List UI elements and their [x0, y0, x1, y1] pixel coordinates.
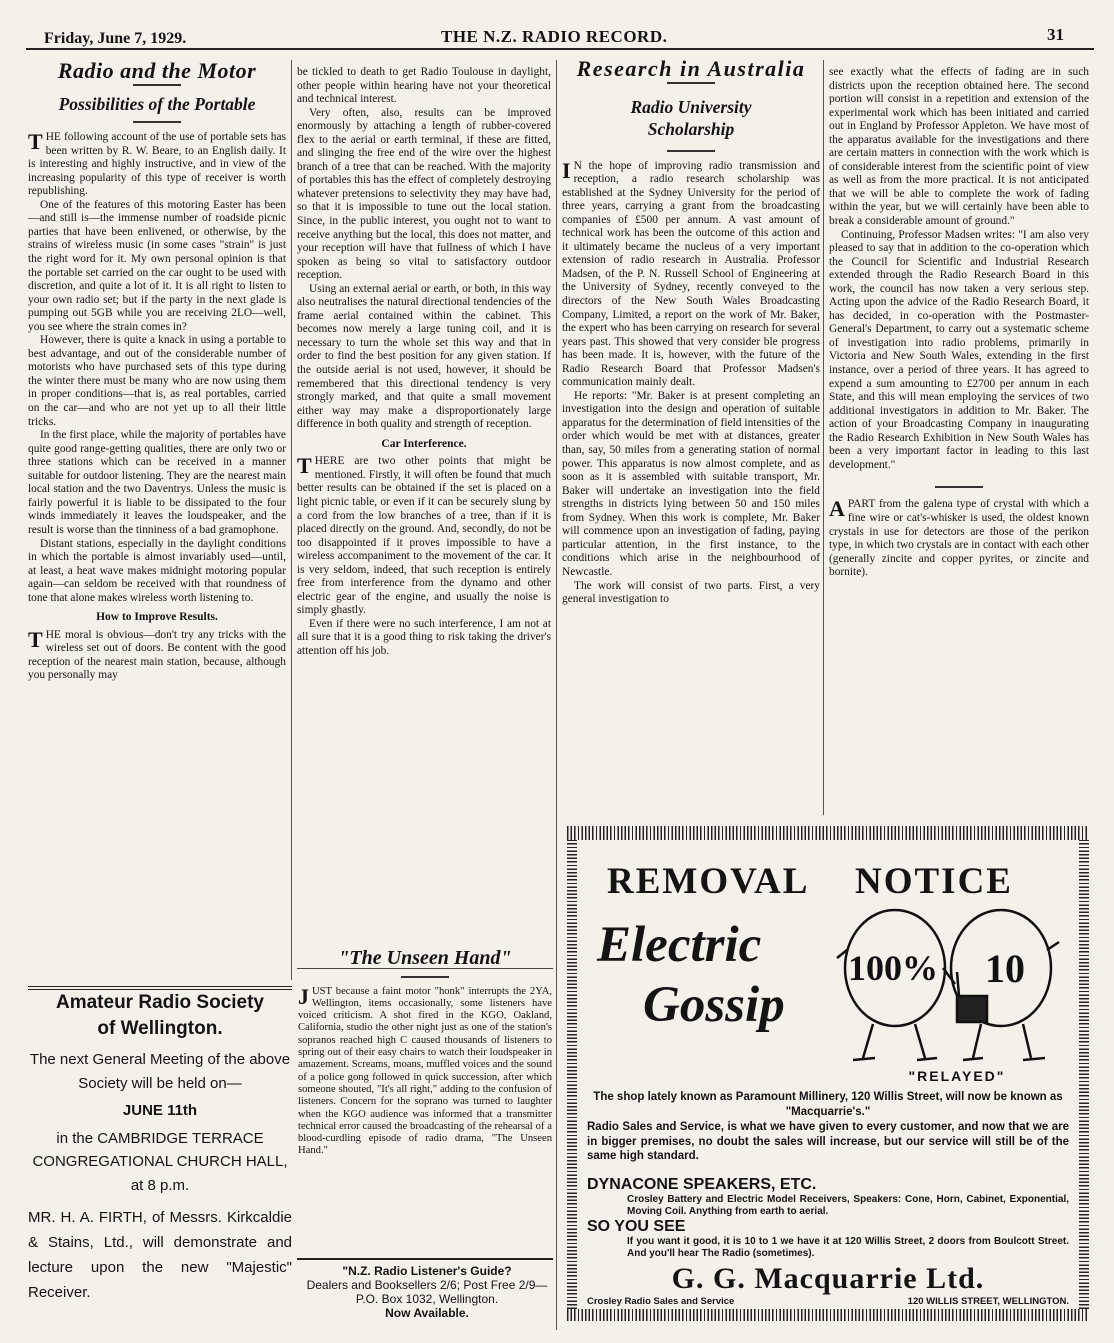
motor-article-col2	[297, 66, 551, 659]
ad-border-right	[1079, 840, 1089, 1309]
title-rule	[667, 82, 715, 84]
paragraph: However, there is quite a knack in using a portable to best advantage, and out of the considerable number of motorists who have purchased sets of this type during the winter there must be many who are now using them in proper conditions—that is, as real portables, carried on the car—and who are not yet up to all their little tricks.	[28, 334, 286, 428]
shop-notice: The shop lately known as Paramount Millinery, 120 Willis Street, will now be known as "Macquarrie's."	[593, 1091, 1063, 1118]
ad-border-top	[567, 826, 1089, 840]
subhead: How to Improve Results.	[96, 611, 218, 624]
paragraph: The work will consist of two parts. First, a very general investigation to	[562, 579, 820, 606]
meeting-speaker: MR. H. A. FIRTH, of Messrs. Kirkcaldie & Stains, Ltd., will demonstrate and lecture upon the new "Majestic" Receiver.	[28, 1209, 292, 1301]
title-rule	[401, 976, 449, 978]
removal-notice-ad	[567, 826, 1089, 1321]
drop-cap: J	[298, 983, 309, 1009]
egg-left-label: 100%	[848, 948, 938, 988]
society-ad	[28, 990, 292, 1305]
eggs-illustration-icon	[833, 898, 1063, 1068]
footer-address: 120 WILLIS STREET, WELLINGTON.	[907, 1296, 1069, 1307]
company-name: G. G. Macquarrie Ltd.	[671, 1262, 985, 1295]
paragraph: N the hope of improving radio transmission and reception, a radio research scholarship was established at the Sydney University for the period of three years, carrying a grant from the broadcasting companies of £500 per annum. A vast amount of technical work has been the outcome of this action and it ultimately became the nucleus of a very important extension of radio research in Australia. Professor Madsen, of the P. N. Russell School of Engineering at the University of Sydney, recently conveyed to the directors of the New South Wales Broadcasting Company, Limited, a report on the work of Mr. Baker, the expert who has been carrying on research for several years past. This showed that very consider ble progress has been made. It is, however, with the future of the Radio Research Board that Professor Madsen's communication mainly dealt.	[562, 159, 820, 389]
page-date: Friday, June 7, 1929.	[44, 30, 187, 47]
research-article-col1	[562, 56, 820, 607]
unseen-hand-article	[298, 947, 552, 1158]
guide-availability: Now Available.	[385, 1306, 469, 1320]
guide-price: Dealers and Booksellers 2/6; Post Free 2/9—P.O. Box 1032, Wellington.	[306, 1278, 548, 1306]
article-title: Research in Australia	[576, 56, 806, 81]
paragraph: In the first place, while the majority of portables have quite good range-getting qualities, there are only two or three stations which can be received in a manner suitable for outdoor listening. They are the nearest main local station and the two Daventrys. Unless the music is fairly powerful it is liable to be dissipated to the four winds immediately it leaves the loudspeaker, and the result is worse than the tinniness of a bad gramophone.	[28, 429, 286, 536]
headline-left: REMOVAL	[607, 861, 810, 902]
ad-border-bottom	[567, 1309, 1089, 1321]
paragraph: Very often, also, results can be improved enormously by attaching a length of rubber-covered flex to the aerial or earth terminal, if these are fitted, and slinging the free end of the wire over the highest branch of a tree that can be reached. With the majority of portables this has the effect of completely destroying whatever pretensions to selectivity they may have had, so that it is impossible to tune out the local station. Since, in the public interest, you ought not to want to receive anything but the local, this does not matter, and your reception will have that fullness of which I have spoken as being so vital to satisfactory outdoor reception.	[297, 106, 551, 282]
drop-cap: T	[28, 626, 43, 652]
subtitle-rule	[667, 150, 715, 152]
subtitle-rule	[133, 121, 181, 123]
egg-right-label: 10	[985, 946, 1025, 991]
title-rule	[133, 84, 181, 86]
motor-article-col1	[28, 58, 286, 683]
society-name-line2: of Wellington.	[97, 1018, 223, 1039]
header-rule	[26, 48, 1094, 50]
paragraph: One of the features of this motoring Easter has been—and still is—the immense number of roadside picnic parties that have been enlivened, or otherwise, by the strains of wireless music (in some cases "strain" is just the right word for it. My own personal opinion is that the portable set carried on the car ought to be used with discretion, and quite a lot of it. It is all right to listen to your own radio set; but if the party in the next glade is pumping out 5GB while you are receiving 2LO—well, you see where the strain comes in?	[28, 198, 286, 333]
headline-right: NOTICE	[855, 861, 1013, 902]
column-divider	[823, 60, 824, 815]
guide-rule	[297, 1258, 553, 1260]
drop-cap: T	[297, 453, 312, 479]
listener-guide-ad	[302, 1264, 552, 1320]
meeting-notice: The next General Meeting of the above Society will be held on—	[29, 1051, 291, 1092]
research-article-col2	[829, 66, 1089, 580]
see-heading: SO YOU SEE	[587, 1218, 686, 1235]
meeting-date: JUNE 11th	[122, 1102, 198, 1119]
article-subtitle: Possibilities of the Portable	[58, 93, 256, 114]
paragraph: Distant stations, especially in the daylight conditions in which the portable is almost invariably used—until, at least, a heat wave makes midnight motoring popular again—can seldom be received with that roundness of tone that alone makes wireless worth listening to.	[28, 537, 286, 604]
paragraph: Even if there were no such interference, I am not at all sure that it is a good thing to risk taking the driver's attention off his job.	[297, 617, 551, 657]
brand-line2: Gossip	[643, 977, 785, 1033]
speakers-list: Crosley Battery and Electric Model Receivers, Speakers: Cone, Horn, Cabinet, Exponential, Moving Coil. Anything from earth to aerial.	[627, 1194, 1069, 1217]
speakers-heading: DYNACONE SPEAKERS, ETC.	[587, 1176, 817, 1193]
paragraph: Continuing, Professor Madsen writes: "I am also very pleased to say that in addition to the co-operation which the Council for Scientific and Industrial Research extended through the Radio Research Board in this work, the council has now taken a very serious step. Acting upon the advice of the Radio Research Board, it has decided, in co-operation with the Postmaster-General's Department, to carry out a systematic scheme of investigation into radio problems, primarily in Victoria and New South Wales, extending in the first instance, over a period of three years. It has agreed to expend a sum amounting to £2700 per annum in each State, and this will mean employing the services of two additional investigators in addition to Mr. Baker. The action of your Broadcasting Company in inaugurating the Radio Research Exhibition in New South Wales has been a very important factor in leading to this last development."	[829, 228, 1089, 471]
paragraph: HE moral is obvious—don't try any tricks with the wireless set out of doors. Be content with the good reception of the nearest main station, because, although you personally may	[28, 628, 286, 682]
column-divider	[291, 60, 292, 980]
publication-title: THE N.Z. RADIO RECORD.	[441, 27, 668, 46]
meeting-venue: in the CAMBRIDGE TERRACE CONGREGATIONAL CHURCH HALL, at 8 p.m.	[32, 1129, 288, 1194]
paragraph: UST because a faint motor "honk" interrupts the 2YA, Wellington, items occasionally, some listeners have voiced criticism. A shot fired in the KGO, Oakland, California, studio the other night just as one of the station's sopranos reached high C caused thousands of listeners to spring out of their easy chairs to watch their loudspeaker in amazement. Screams, moans, muffled voices and the sound of a police gong followed in quick succession, after which someone shouted, "It's all right," adding to the confusion of listeners. Concern for the soprano was turned to laughter when the KGO audience was informed that a transmitter technical error caused the broadcasting of the rehearsal of a blood-curdling episode of radio drama, "The Unseen Hand."	[298, 985, 552, 1157]
paragraph: see exactly what the effects of fading are in such districts upon the reception obtained here. The second portion will consist in a repetition and extension of the experimental work which has been initiated and carried out in England by Professor Appleton. We have most of the apparatus available for the investigations and there are certain matters in connection with the work which is of considerable interest from the scientific point of view as well as from the more practical. It is not anticipated that we will be able to complete the work of fading within the year, but we will certainly have been able to break a considerable amount of ground."	[829, 66, 1089, 228]
paragraph: PART from the galena type of crystal with which a fine wire or cat's-whisker is used, the oldest known crystals in use for detectors are those of the perikon type, in which two crystals are in contact with each other (generally zincite and copper pyrites, or zincite and bornite).	[829, 498, 1089, 579]
page-number: 31	[1047, 25, 1064, 44]
relayed-caption: "RELAYED"	[908, 1068, 1006, 1084]
paragraph: He reports: "Mr. Baker is at present completing an investigation into the design and operation of suitable apparatus for the determination of field intensities of the order which would be met with at distances, greater than, say, 50 miles from a generating station of normal power. This apparatus is now almost complete, and as soon as it is assembled with suitable transport, Mr. Baker will undertake an investigation into the field strengths in districts lying between 50 and 150 miles from Sydney. When this work is complete, Mr. Baker will commence upon an investigation of fading, paying particular attention, in the first instance, to the conditions which arise in the neighbourhood of Newcastle.	[562, 389, 820, 578]
paragraph: HERE are two other points that might be mentioned. Firstly, it will often be found that much better results can be obtained if the set is placed on a light picnic table, or even if it can be securely slung by a cord from the low branches of a tree, than if it is placed directly on the ground. And, secondly, do not be too disappointed if it proves impossible to have a wireless accompaniment to the movement of the car. It is very seldom, indeed, that such reception is entirely free from interference from the dynamo and other electric gear of the engine, and usually the noise is simply ghastly.	[297, 455, 551, 617]
article-subtitle: Radio University Scholarship	[630, 96, 752, 139]
subhead: Car Interference.	[381, 437, 467, 450]
ad-border-left	[567, 840, 577, 1309]
see-text: If you want it good, it is 10 to 1 we have it at 120 Willis Street, 2 doors from Boulcott Street. And you'll hear The Radio (sometimes).	[627, 1236, 1069, 1259]
section-rule	[935, 486, 983, 488]
drop-cap: A	[829, 496, 845, 522]
brand-line1: Electric	[597, 917, 762, 973]
drop-cap: T	[28, 129, 43, 155]
column-divider	[556, 60, 557, 1330]
paragraph: HE following account of the use of portable sets has been written by R. W. Beare, to an English daily. It is interesting and highly instructive, and in view of the increasing popularity of this type of receiver is worth republishing.	[28, 131, 286, 198]
service-notice: Radio Sales and Service, is what we have given to every customer, and now that we are in bigger premises, no doubt the sales will increase, but our service will still be of the same high standard.	[587, 1121, 1069, 1162]
paragraph: be tickled to death to get Radio Toulouse in daylight, other people within hearing have not your theoretical and technical interest.	[297, 66, 551, 106]
article-title: "The Unseen Hand"	[338, 947, 512, 969]
guide-title: "N.Z. Radio Listener's Guide?	[342, 1264, 512, 1278]
footer-left: Crosley Radio Sales and Service	[587, 1296, 735, 1307]
article-title: Radio and the Motor	[57, 58, 257, 83]
paragraph: Using an external aerial or earth, or both, in this way also neutralises the natural directional tendencies of the frame aerial contained within the cabinet. This becomes now merely a large tuning coil, and it is necessary to turn the whole set this way and that in order to find the best position for any given station. If the outside aerial is not used, however, it should be remembered that this directional tendency is very strongly marked, and that quite a small movement either way may make a disproportionately large difference in both quality and strength of reception.	[297, 282, 551, 431]
drop-cap: I	[562, 157, 571, 183]
society-name: Amateur Radio Society	[56, 992, 264, 1013]
